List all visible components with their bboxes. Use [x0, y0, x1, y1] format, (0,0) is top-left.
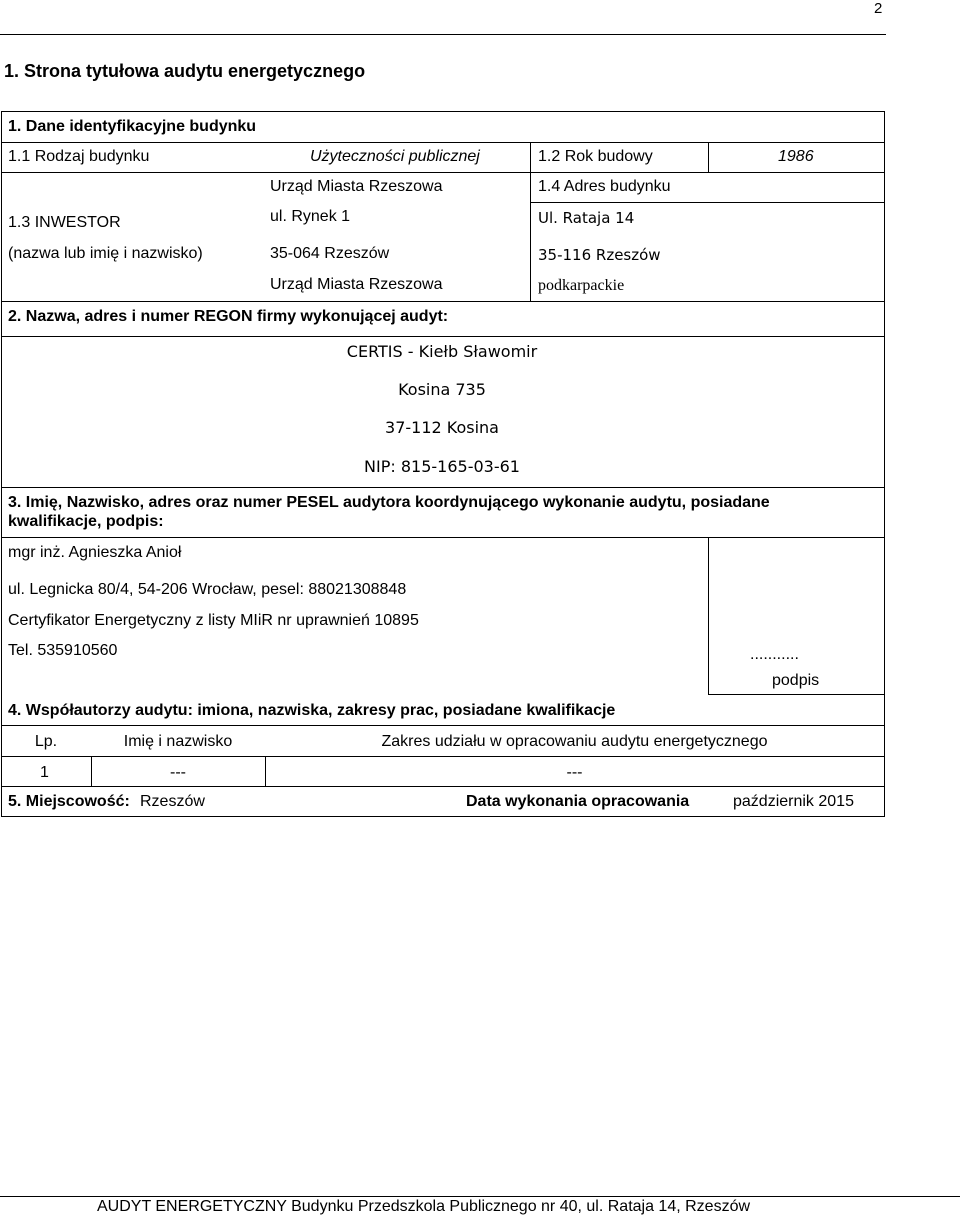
build-year-label: 1.2 Rok budowy — [538, 148, 653, 165]
address-street: Ul. Rataja 14 — [538, 209, 635, 227]
table-border — [1, 111, 885, 112]
coauthor-row-scope: --- — [566, 764, 583, 781]
auditor-company-name: CERTIS - Kiełb Sławomir — [346, 342, 538, 361]
building-type-label: 1.1 Rodzaj budynku — [8, 148, 150, 165]
address-region: podkarpackie — [538, 277, 625, 294]
build-year-value: 1986 — [778, 148, 814, 165]
table-border — [1, 537, 885, 538]
auditor-company-city: 37-112 Kosina — [385, 418, 499, 437]
coauthor-col-lp: Lp. — [34, 733, 58, 750]
section2-title: 2. Nazwa, adres i numer REGON firmy wykonującej audyt: — [8, 308, 449, 325]
coauthor-row-lp: 1 — [40, 764, 49, 781]
table-border — [530, 142, 531, 301]
coauthor-col-name: Imię i nazwisko — [123, 733, 233, 750]
auditor-phone: Tel. 535910560 — [8, 642, 118, 659]
coauthor-col-scope: Zakres udziału w opracowaniu audytu energetycznego — [381, 733, 768, 750]
investor-label: 1.3 INWESTOR — [8, 214, 121, 231]
section3-title-line1: 3. Imię, Nazwisko, adres oraz numer PESEL audytora koordynującego wykonanie audytu, posiadane — [8, 494, 770, 511]
table-border — [1, 336, 885, 337]
coauthor-row-name: --- — [170, 764, 186, 781]
table-border — [1, 111, 2, 816]
investor-sublabel: (nazwa lub imię i nazwisko) — [8, 245, 203, 262]
signature-label: podpis — [772, 672, 820, 689]
table-border — [708, 142, 709, 172]
investor-city: 35-064 Rzeszów — [270, 245, 390, 262]
table-border — [1, 487, 885, 488]
table-border — [1, 142, 885, 143]
address-label: 1.4 Adres budynku — [538, 178, 671, 195]
page-footer: AUDYT ENERGETYCZNY Budynku Przedszkola Publicznego nr 40, ul. Rataja 14, Rzeszów — [97, 1198, 751, 1215]
section3-title-line2: kwalifikacje, podpis: — [8, 513, 164, 530]
table-border — [1, 756, 885, 757]
table-border — [708, 694, 885, 695]
date-value: październik 2015 — [733, 793, 854, 810]
page-number: 2 — [874, 0, 883, 17]
table-border — [1, 816, 885, 817]
investor-name-repeat: Urząd Miasta Rzeszowa — [270, 276, 443, 293]
auditor-company-street: Kosina 735 — [398, 380, 486, 399]
date-label: Data wykonania opracowania — [466, 793, 690, 810]
section1-title: 1. Dane identyfikacyjne budynku — [8, 118, 257, 135]
table-border — [1, 786, 885, 787]
page-title: 1. Strona tytułowa audytu energetycznego — [4, 61, 366, 81]
auditor-certificate: Certyfikator Energetyczny z listy MIiR nr uprawnień 10895 — [8, 612, 419, 629]
auditor-company-nip: NIP: 815-165-03-61 — [364, 457, 520, 476]
table-border — [530, 202, 885, 203]
footer-rule — [0, 1196, 960, 1197]
investor-street: ul. Rynek 1 — [270, 208, 351, 225]
table-border — [884, 111, 885, 816]
table-border — [1, 301, 885, 302]
section4-title: 4. Współautorzy audytu: imiona, nazwiska, zakresy prac, posiadane kwalifikacje — [8, 702, 616, 719]
address-city: 35-116 Rzeszów — [538, 246, 661, 264]
auditor-address: ul. Legnicka 80/4, 54-206 Wrocław, pesel: 88021308848 — [8, 581, 407, 598]
table-border — [1, 172, 885, 173]
auditor-name: mgr inż. Agnieszka Anioł — [8, 544, 182, 561]
signature-dots: ........... — [750, 646, 799, 663]
investor-name: Urząd Miasta Rzeszowa — [270, 178, 443, 195]
building-type-value: Użyteczności publicznej — [310, 148, 480, 165]
place-label: 5. Miejscowość: — [8, 793, 130, 810]
table-border — [1, 725, 885, 726]
header-rule — [0, 34, 886, 35]
table-border — [708, 537, 709, 694]
place-value: Rzeszów — [140, 793, 205, 810]
